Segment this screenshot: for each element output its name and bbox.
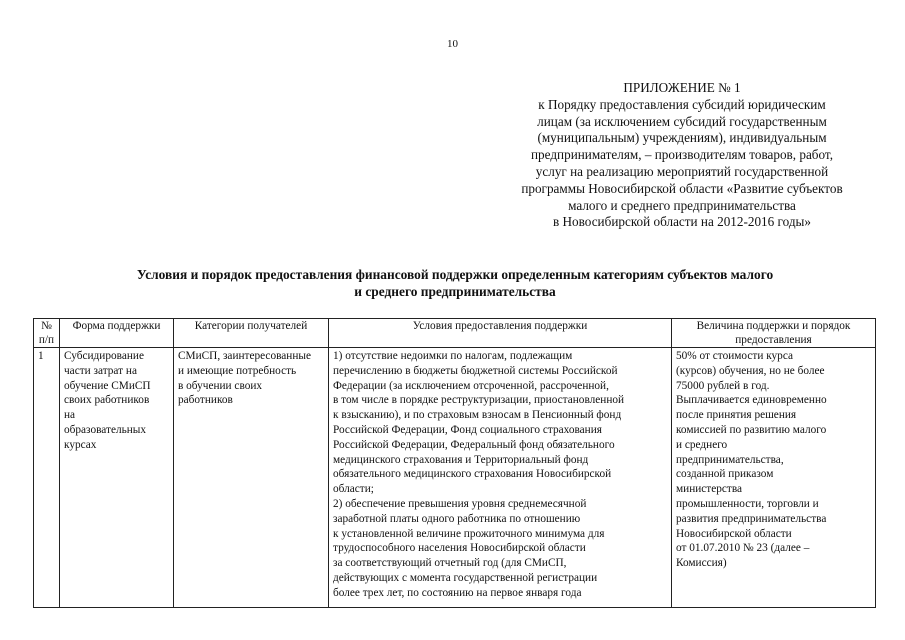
cell-line: работников bbox=[178, 394, 233, 407]
cell-line: СМиСП, заинтересованные bbox=[178, 350, 311, 362]
cell-line: Российской Федерации, Федеральный фонд обязательного bbox=[333, 438, 615, 451]
appendix-line: услуг на реализацию мероприятий государственной bbox=[535, 163, 829, 179]
cell-line: Субсидирование bbox=[64, 350, 144, 362]
cell-line: обязательного медицинского страхования Новосибирской bbox=[333, 468, 612, 481]
appendix-line: программы Новосибирской области «Развитие субъектов bbox=[521, 180, 843, 196]
cell-line: области; bbox=[333, 483, 374, 496]
cell-line: и имеющие потребность bbox=[178, 364, 297, 377]
cell-line: предпринимательства, bbox=[676, 453, 784, 466]
appendix-line: (муниципальным) учреждениям), индивидуальным bbox=[537, 130, 827, 146]
cell-line: 75000 рублей в год. bbox=[676, 379, 770, 392]
cell-line: комиссией по развитию малого bbox=[676, 423, 827, 436]
cell-line: обучение СМиСП bbox=[64, 379, 151, 392]
cell-line: 2) обеспечение превышения уровня среднемесячной bbox=[333, 497, 587, 510]
cell-line: от 01.07.2010 № 23 (далее – bbox=[676, 542, 810, 555]
cell-line: 1) отсутствие недоимки по налогам, подлежащим bbox=[333, 350, 573, 362]
cell-line: более трех лет, по состоянию на первое января года bbox=[333, 586, 582, 599]
cell-conditions bbox=[329, 348, 672, 608]
cell-line: перечислению в бюджеты бюджетной системы Российской bbox=[333, 364, 618, 377]
support-conditions-table bbox=[33, 318, 876, 608]
table-header-row bbox=[34, 319, 876, 348]
cell-line: и среднего bbox=[676, 438, 728, 451]
header-num: № п/п bbox=[34, 319, 60, 348]
cell-line: своих работников bbox=[64, 394, 150, 407]
cell-line: действующих с момента государственной регистрации bbox=[333, 571, 598, 584]
cell-line: (курсов) обучения, но не более bbox=[676, 364, 825, 377]
cell-line: части затрат на bbox=[64, 364, 137, 377]
cell-line: медицинского страхования и Территориальный фонд bbox=[333, 453, 589, 466]
title-line: и среднего предпринимательства bbox=[354, 284, 556, 299]
appendix-line: лицам (за исключением субсидий государственным bbox=[537, 113, 827, 129]
cell-line: в обучении своих bbox=[178, 379, 263, 392]
header-conditions: Условия предоставления поддержки bbox=[329, 319, 672, 348]
cell-line: в том числе в порядке реструктуризации, приостановленной bbox=[333, 394, 625, 407]
appendix-line: в Новосибирской области на 2012-2016 годы» bbox=[553, 214, 811, 230]
cell-line: заработной платы одного работника по отношению bbox=[333, 512, 581, 525]
cell-line: за соответствующий отчетный год (для СМиСП, bbox=[333, 557, 567, 570]
cell-line: 50% от стоимости курса bbox=[676, 350, 793, 362]
cell-line: Федерации (за исключением отсроченной, рассроченной, bbox=[333, 379, 609, 392]
cell-line: на bbox=[64, 409, 76, 422]
cell-line: Выплачивается единовременно bbox=[676, 394, 827, 407]
header-categories: Категории получателей bbox=[174, 319, 329, 348]
cell-categories bbox=[174, 348, 329, 608]
header-form: Форма поддержки bbox=[60, 319, 174, 348]
appendix-line: к Порядку предоставления субсидий юридическим bbox=[538, 96, 826, 112]
cell-line: развития предпринимательства bbox=[676, 512, 827, 525]
cell-line: министерства bbox=[676, 483, 743, 496]
cell-line: промышленности, торговли и bbox=[676, 497, 819, 510]
appendix-line: ПРИЛОЖЕНИЕ № 1 bbox=[623, 80, 741, 95]
cell-amount bbox=[672, 348, 876, 608]
document-title bbox=[60, 266, 850, 300]
cell-line: созданной приказом bbox=[676, 468, 774, 481]
title-line: Условия и порядок предоставления финансовой поддержки определенным категориям субъектов малого bbox=[136, 267, 774, 282]
cell-line: к установленной величине прожиточного минимума для bbox=[333, 527, 605, 540]
cell-form bbox=[60, 348, 174, 608]
cell-num: 1 bbox=[34, 348, 60, 608]
cell-line: Комиссия) bbox=[676, 557, 727, 570]
appendix-line: предпринимателям, – производителям товаров, работ, bbox=[531, 147, 833, 163]
cell-line: Российской Федерации, Фонд социального страхования bbox=[333, 423, 602, 436]
appendix-line: малого и среднего предпринимательства bbox=[568, 197, 796, 213]
appendix-header bbox=[472, 80, 892, 231]
cell-line: курсах bbox=[64, 438, 97, 451]
table-row bbox=[34, 348, 876, 608]
cell-line: к взысканию), и по страховым взносам в Пенсионный фонд bbox=[333, 409, 622, 422]
header-amount: Величина поддержки и порядок предоставления bbox=[672, 319, 876, 348]
cell-line: трудоспособного населения Новосибирской области bbox=[333, 542, 586, 555]
cell-line: Новосибирской области bbox=[676, 527, 792, 540]
cell-line: образовательных bbox=[64, 423, 147, 436]
page-number: 10 bbox=[447, 38, 458, 50]
cell-line: после принятия решения bbox=[676, 409, 797, 422]
